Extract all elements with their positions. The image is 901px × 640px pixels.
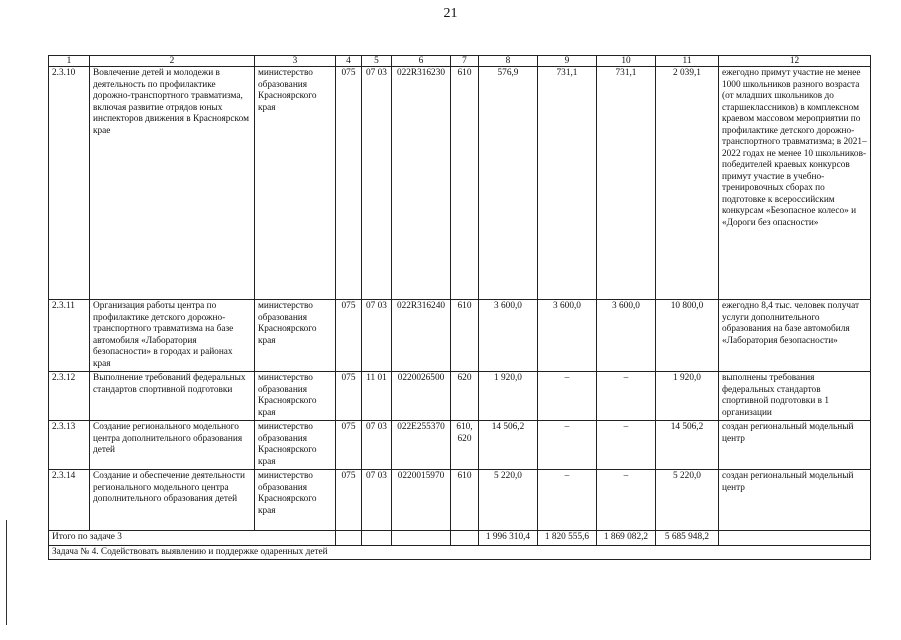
item-year2: 731,1	[538, 67, 597, 300]
column-header: 7	[451, 56, 479, 67]
item-executor: министерство образования Красноярского края	[255, 470, 336, 531]
subtotal-year2: 1 820 555,6	[538, 531, 597, 546]
item-vr: 610	[451, 300, 479, 372]
item-name: Создание и обеспечение деятельности регионального модельного центра дополнительного образования детей	[90, 470, 255, 531]
subtotal-year1: 1 996 310,4	[479, 531, 538, 546]
column-header: 2	[90, 56, 255, 67]
item-csr: 022R316230	[392, 67, 451, 300]
item-total: 2 039,1	[656, 67, 719, 300]
task-heading-row	[49, 545, 871, 560]
column-header: 6	[392, 56, 451, 67]
item-csr: 022E255370	[392, 421, 451, 470]
item-year1: 5 220,0	[479, 470, 538, 531]
item-number: 2.3.11	[49, 300, 90, 372]
empty-cell	[362, 531, 392, 546]
subtotal-label: Итого по задаче 3	[49, 531, 336, 546]
column-header: 9	[538, 56, 597, 67]
item-year3: 731,1	[597, 67, 656, 300]
item-year2: –	[538, 470, 597, 531]
item-rzpr: 07 03	[362, 470, 392, 531]
item-year3: –	[597, 421, 656, 470]
item-total: 10 800,0	[656, 300, 719, 372]
item-name: Вовлечение детей и молодежи в деятельность по профилактике дорожно-транспортного травматизма, включая развитие отрядов юных инспекторов движения в Красноярском крае	[90, 67, 255, 300]
table-row	[49, 470, 871, 531]
item-grbs: 075	[336, 300, 362, 372]
item-year1: 576,9	[479, 67, 538, 300]
item-vr: 610	[451, 67, 479, 300]
item-vr: 610, 620	[451, 421, 479, 470]
item-rzpr: 07 03	[362, 67, 392, 300]
item-total: 1 920,0	[656, 372, 719, 421]
empty-cell	[451, 531, 479, 546]
item-result: ежегодно примут участие не менее 1000 школьников разного возраста (от младших школьников до старшеклассников) в комплексном краевом массовом мероприятии по профилактике детского дорожно-транспортного травматизма; в 2021–2022 годах не менее 10 школьников-победителей краевых конкурсов примут участие в учебно-тренировочных сборах по подготовке к всероссийским конкурсам «Безопасное колесо» и «Дороги без опасности»	[719, 67, 871, 300]
item-number: 2.3.13	[49, 421, 90, 470]
column-header: 12	[719, 56, 871, 67]
subtotal-row	[49, 531, 871, 546]
item-year1: 14 506,2	[479, 421, 538, 470]
column-header: 11	[656, 56, 719, 67]
column-header: 4	[336, 56, 362, 67]
column-header: 3	[255, 56, 336, 67]
item-year3: –	[597, 372, 656, 421]
item-rzpr: 07 03	[362, 421, 392, 470]
column-header: 10	[597, 56, 656, 67]
item-result: создан региональный модельный центр	[719, 470, 871, 531]
item-result: ежегодно 8,4 тыс. человек получат услуги дополнительного образования на базе автомобиля «Лаборатория безопасности»	[719, 300, 871, 372]
item-number: 2.3.10	[49, 67, 90, 300]
item-name: Выполнение требований федеральных стандартов спортивной подготовки	[90, 372, 255, 421]
item-executor: министерство образования Красноярского края	[255, 372, 336, 421]
subtotal-total: 5 685 948,2	[656, 531, 719, 546]
column-header: 1	[49, 56, 90, 67]
page-number: 21	[443, 6, 458, 21]
column-header: 5	[362, 56, 392, 67]
item-vr: 620	[451, 372, 479, 421]
subtotal-year3: 1 869 082,2	[597, 531, 656, 546]
table-row	[49, 421, 871, 470]
item-csr: 0220015970	[392, 470, 451, 531]
column-header: 8	[479, 56, 538, 67]
task-heading: Задача № 4. Содействовать выявлению и поддержке одаренных детей	[49, 545, 871, 560]
item-executor: министерство образования Красноярского края	[255, 421, 336, 470]
program-table	[48, 55, 871, 560]
item-name: Создание регионального модельного центра дополнительного образования детей	[90, 421, 255, 470]
item-year3: 3 600,0	[597, 300, 656, 372]
item-executor: министерство образования Красноярского края	[255, 67, 336, 300]
item-rzpr: 11 01	[362, 372, 392, 421]
item-year1: 3 600,0	[479, 300, 538, 372]
table-row	[49, 67, 871, 300]
item-number: 2.3.14	[49, 470, 90, 531]
empty-cell	[719, 531, 871, 546]
item-year1: 1 920,0	[479, 372, 538, 421]
item-executor: министерство образования Красноярского края	[255, 300, 336, 372]
table-header-row	[49, 56, 871, 67]
item-result: выполнены требования федеральных стандартов спортивной подготовки в 1 организации	[719, 372, 871, 421]
item-year3: –	[597, 470, 656, 531]
item-grbs: 075	[336, 372, 362, 421]
item-grbs: 075	[336, 421, 362, 470]
table-row	[49, 372, 871, 421]
empty-cell	[336, 531, 362, 546]
item-grbs: 075	[336, 67, 362, 300]
item-year2: –	[538, 372, 597, 421]
item-csr: 022R316240	[392, 300, 451, 372]
item-vr: 610	[451, 470, 479, 531]
empty-cell	[392, 531, 451, 546]
item-result: создан региональный модельный центр	[719, 421, 871, 470]
item-name: Организация работы центра по профилактике детского дорожно-транспортного травматизма на базе автомобиля «Лаборатория безопасности» в городах и районах края	[90, 300, 255, 372]
item-year2: 3 600,0	[538, 300, 597, 372]
item-total: 14 506,2	[656, 421, 719, 470]
scan-margin-line	[6, 520, 7, 625]
table-row	[49, 300, 871, 372]
item-number: 2.3.12	[49, 372, 90, 421]
item-rzpr: 07 03	[362, 300, 392, 372]
item-csr: 0220026500	[392, 372, 451, 421]
item-grbs: 075	[336, 470, 362, 531]
item-year2: –	[538, 421, 597, 470]
item-total: 5 220,0	[656, 470, 719, 531]
